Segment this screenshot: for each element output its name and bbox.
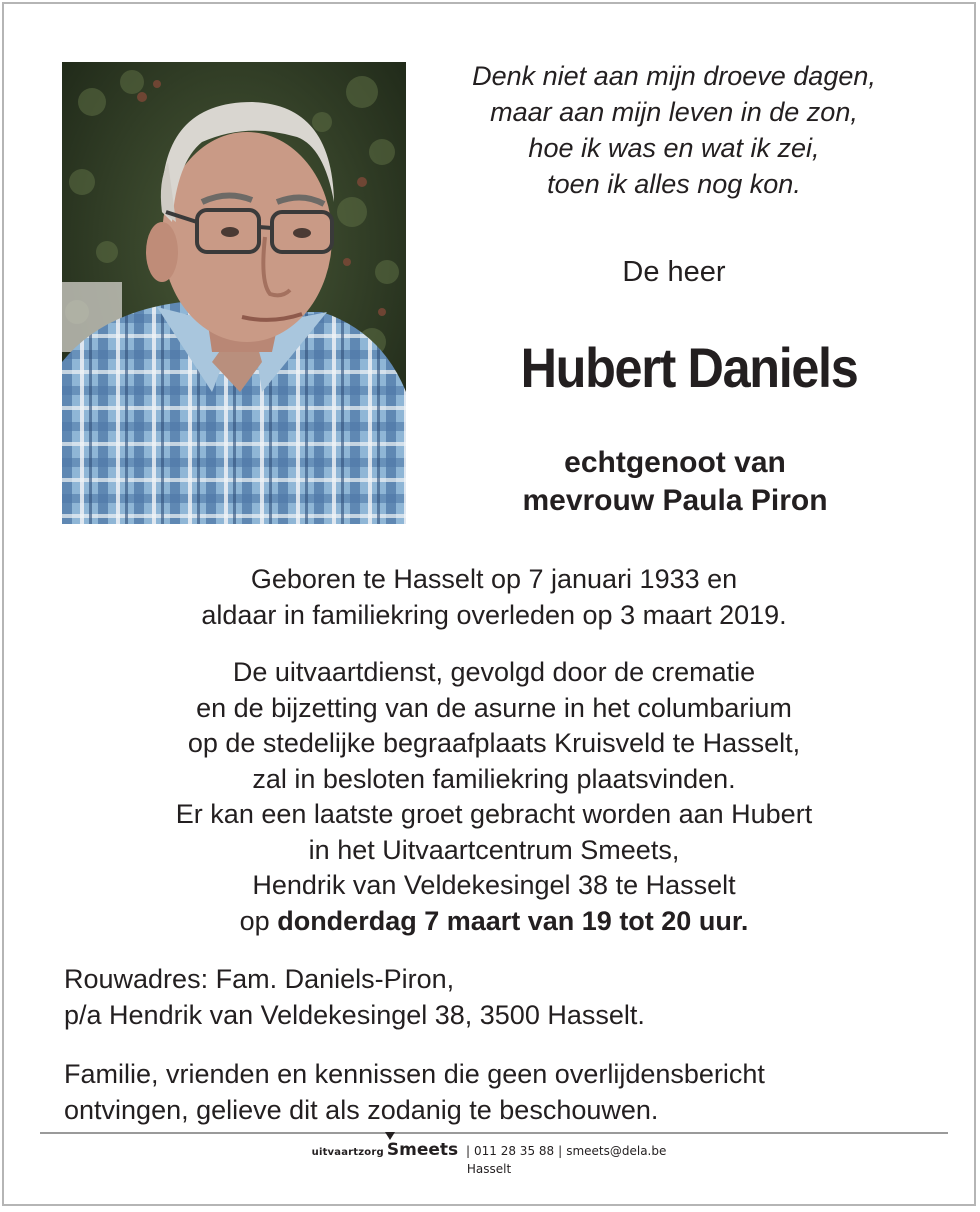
service-line: in het Uitvaartcentrum Smeets, (308, 834, 680, 865)
brand-tagline: uitvaartzorg (311, 1147, 384, 1158)
service-line: op de stedelijke begraafplaats Kruisveld te Hasselt, (187, 728, 801, 758)
birth-death-info (64, 562, 924, 633)
footer-email: smeets@dela.be (566, 1144, 667, 1158)
footer-contact-line (312, 1140, 667, 1160)
birth-death-line: Geboren te Hasselt op 7 januari 1933 en (250, 564, 738, 594)
service-line: De uitvaartdienst, gevolgd door de crematie (232, 657, 756, 687)
poem (424, 58, 924, 202)
notice-line: Familie, vrienden en kennissen die geen overlijdensbericht (64, 1059, 765, 1089)
birth-death-line: aldaar in familiekring overleden op 3 maart 2019. (201, 599, 787, 630)
service-line: Er kan een laatste groet gebracht worden aan Hubert (175, 799, 813, 829)
spouse-info (424, 444, 926, 520)
brand-name: Smeets (386, 1140, 459, 1160)
spouse-line-1: echtgenoot van (564, 446, 786, 479)
service-line: zal in besloten familiekring plaatsvinden. (252, 763, 736, 794)
mourning-address (64, 961, 934, 1033)
footer-separator: | (558, 1144, 563, 1158)
brand-logo (387, 1140, 458, 1160)
service-line: Hendrik van Veldekesingel 38 te Hasselt (252, 870, 736, 900)
poem-line: Denk niet aan mijn droeve dagen, (472, 61, 876, 91)
notice-text (64, 1056, 934, 1128)
visitation-time: donderdag 7 maart van 19 tot 20 uur. (277, 905, 749, 936)
poem-line: toen ik alles nog kon. (547, 169, 801, 199)
poem-line: hoe ik was en wat ik zei, (528, 133, 820, 163)
notice-line: ontvingen, gelieve dit als zodanig te beschouwen. (64, 1095, 659, 1125)
footer-phone: 011 28 35 88 (474, 1144, 555, 1158)
salutation: De heer (622, 256, 726, 288)
obituary-card (2, 2, 976, 1206)
address-line: Rouwadres: Fam. Daniels-Piron, (64, 964, 455, 994)
funeral-home-footer (4, 1140, 974, 1176)
spouse-line-2: mevrouw Paula Piron (522, 484, 828, 517)
address-line: p/a Hendrik van Veldekesingel 38, 3500 Hasselt. (64, 1000, 645, 1030)
poem-line: maar aan mijn leven in de zon, (490, 97, 858, 127)
service-line: en de bijzetting van de asurne in het columbarium (196, 692, 792, 723)
footer-separator: | (465, 1144, 470, 1158)
service-final-line (64, 904, 924, 940)
service-final-prefix: op (239, 905, 270, 936)
portrait-photo (62, 62, 406, 524)
logo-triangle-icon (385, 1132, 395, 1140)
portrait-illustration (62, 62, 406, 524)
footer-divider (40, 1132, 948, 1134)
deceased-name: Hubert Daniels (520, 336, 858, 399)
footer-city: Hasselt (466, 1162, 512, 1176)
funeral-service-info (64, 655, 924, 939)
